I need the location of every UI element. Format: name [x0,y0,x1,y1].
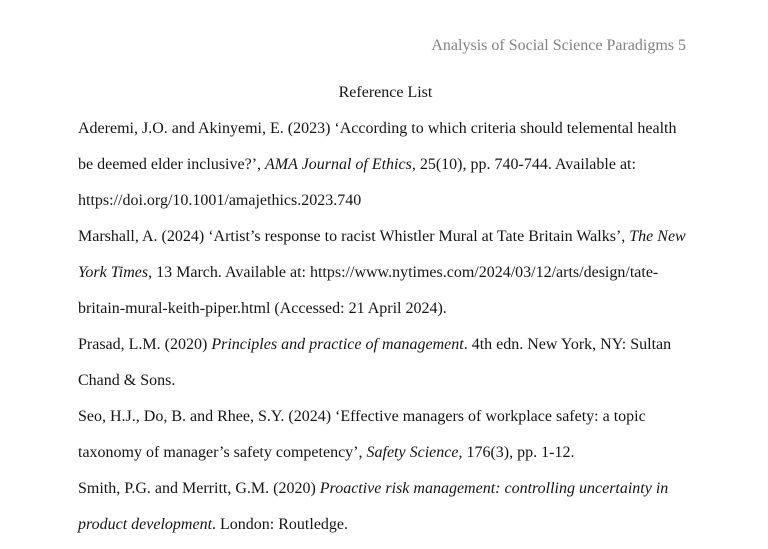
reference-list-section [78,75,693,543]
reference-italic-run: The New York Times [78,228,686,281]
reference-entry [78,219,693,327]
reference-italic-run: Principles and practice of management [211,336,464,353]
reference-text-run: . 4th edn. New York, NY: Sultan Chand & Sons. [78,336,672,389]
reference-italic-run: Proactive risk management: controlling uncertainty in product development [78,480,669,533]
reference-entry [78,327,693,399]
running-head: Analysis of Social Science Paradigms 5 [431,37,686,54]
reference-entry [78,111,693,219]
reference-entry [78,399,693,471]
reference-text-run: , 25(10), pp. 740-744. Available at: https://doi.org/10.1001/amajethics.2023.740 [78,156,636,209]
reference-text-run: Smith, P.G. and Merritt, G.M. (2020) [78,480,320,497]
reference-text-run: Marshall, A. (2024) ‘Artist’s response to racist Whistler Mural at Tate Britain Walks’, [78,228,630,245]
reference-italic-run: Safety Science [366,444,459,461]
reference-text-run: Prasad, L.M. (2020) [78,336,212,353]
reference-italic-run: AMA Journal of Ethics [265,156,412,173]
reference-text-run: , 176(3), pp. 1-12. [458,444,575,461]
reference-text-run: , 13 March. Available at: https://www.nytimes.com/2024/03/12/arts/design/tate-britain-mural-keith-piper.html (Accessed: 21 April 2024). [78,264,659,317]
reference-entry [78,471,693,543]
reference-text-run: . London: Routledge. [212,516,349,533]
references-container [78,111,693,543]
reference-text-run: Aderemi, J.O. and Akinyemi, E. (2023) ‘According to which criteria should telemental health be deemed elder inclusive?’, [78,120,677,173]
page-title: Reference List [338,84,433,101]
reference-text-run: Seo, H.J., Do, B. and Rhee, S.Y. (2024) ‘Effective managers of workplace safety: a topic taxonomy of manager’s safety competency’, [78,408,646,461]
